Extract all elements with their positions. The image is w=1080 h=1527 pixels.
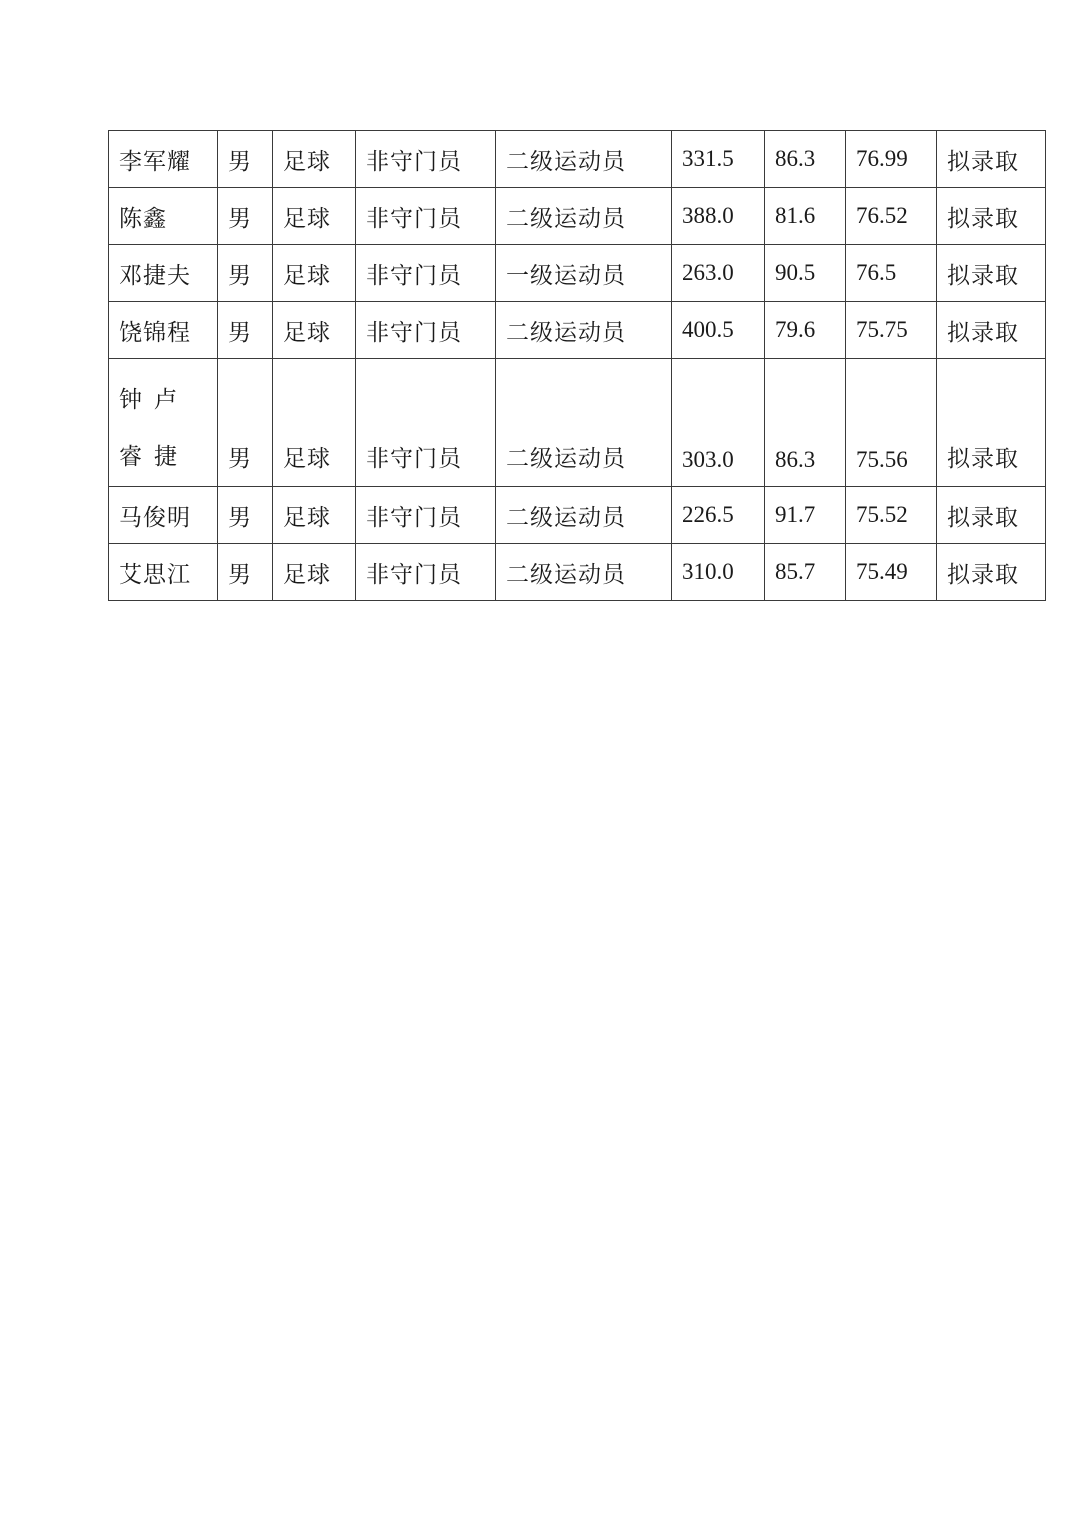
position-cell: 非守门员 [356,359,496,487]
status-cell: 拟录取 [937,245,1046,302]
sport-cell: 足球 [273,245,356,302]
table-row [109,188,1046,245]
level-cell: 二级运动员 [496,544,672,601]
gender-cell: 男 [218,544,273,601]
score2-cell: 86.3 [765,131,846,188]
total-cell: 75.49 [846,544,937,601]
score2-cell: 85.7 [765,544,846,601]
name-cell: 饶锦程 [109,302,218,359]
position-cell: 非守门员 [356,245,496,302]
total-cell: 75.52 [846,487,937,544]
position-cell: 非守门员 [356,131,496,188]
score1-cell: 400.5 [672,302,765,359]
status-cell: 拟录取 [937,188,1046,245]
table-row [109,487,1046,544]
score1-cell: 303.0 [672,359,765,487]
table-row [109,131,1046,188]
score1-cell: 226.5 [672,487,765,544]
score1-cell: 331.5 [672,131,765,188]
sport-cell: 足球 [273,302,356,359]
admission-results-table [108,130,1046,601]
sport-cell: 足球 [273,544,356,601]
total-cell: 76.5 [846,245,937,302]
score2-cell: 90.5 [765,245,846,302]
level-cell: 二级运动员 [496,302,672,359]
name-cell: 艾思江 [109,544,218,601]
score1-cell: 310.0 [672,544,765,601]
level-cell: 二级运动员 [496,131,672,188]
gender-cell: 男 [218,487,273,544]
gender-cell: 男 [218,188,273,245]
level-cell: 二级运动员 [496,359,672,487]
table-row [109,359,1046,487]
sport-cell: 足球 [273,131,356,188]
score2-cell: 91.7 [765,487,846,544]
position-cell: 非守门员 [356,544,496,601]
table-row [109,302,1046,359]
status-cell: 拟录取 [937,359,1046,487]
name-cell: 马俊明 [109,487,218,544]
name-cell: 邓捷夫 [109,245,218,302]
gender-cell: 男 [218,131,273,188]
level-cell: 二级运动员 [496,487,672,544]
total-cell: 76.99 [846,131,937,188]
sport-cell: 足球 [273,188,356,245]
level-cell: 一级运动员 [496,245,672,302]
status-cell: 拟录取 [937,302,1046,359]
level-cell: 二级运动员 [496,188,672,245]
name-cell: 钟卢睿捷 [109,359,218,487]
total-cell: 75.75 [846,302,937,359]
total-cell: 75.56 [846,359,937,487]
position-cell: 非守门员 [356,487,496,544]
score1-cell: 388.0 [672,188,765,245]
score2-cell: 81.6 [765,188,846,245]
table-row [109,245,1046,302]
gender-cell: 男 [218,302,273,359]
status-cell: 拟录取 [937,131,1046,188]
sport-cell: 足球 [273,487,356,544]
score2-cell: 86.3 [765,359,846,487]
name-cell: 李军耀 [109,131,218,188]
score1-cell: 263.0 [672,245,765,302]
gender-cell: 男 [218,359,273,487]
position-cell: 非守门员 [356,302,496,359]
name-cell: 陈鑫 [109,188,218,245]
position-cell: 非守门员 [356,188,496,245]
sport-cell: 足球 [273,359,356,487]
status-cell: 拟录取 [937,544,1046,601]
score2-cell: 79.6 [765,302,846,359]
gender-cell: 男 [218,245,273,302]
table-row [109,544,1046,601]
total-cell: 76.52 [846,188,937,245]
status-cell: 拟录取 [937,487,1046,544]
